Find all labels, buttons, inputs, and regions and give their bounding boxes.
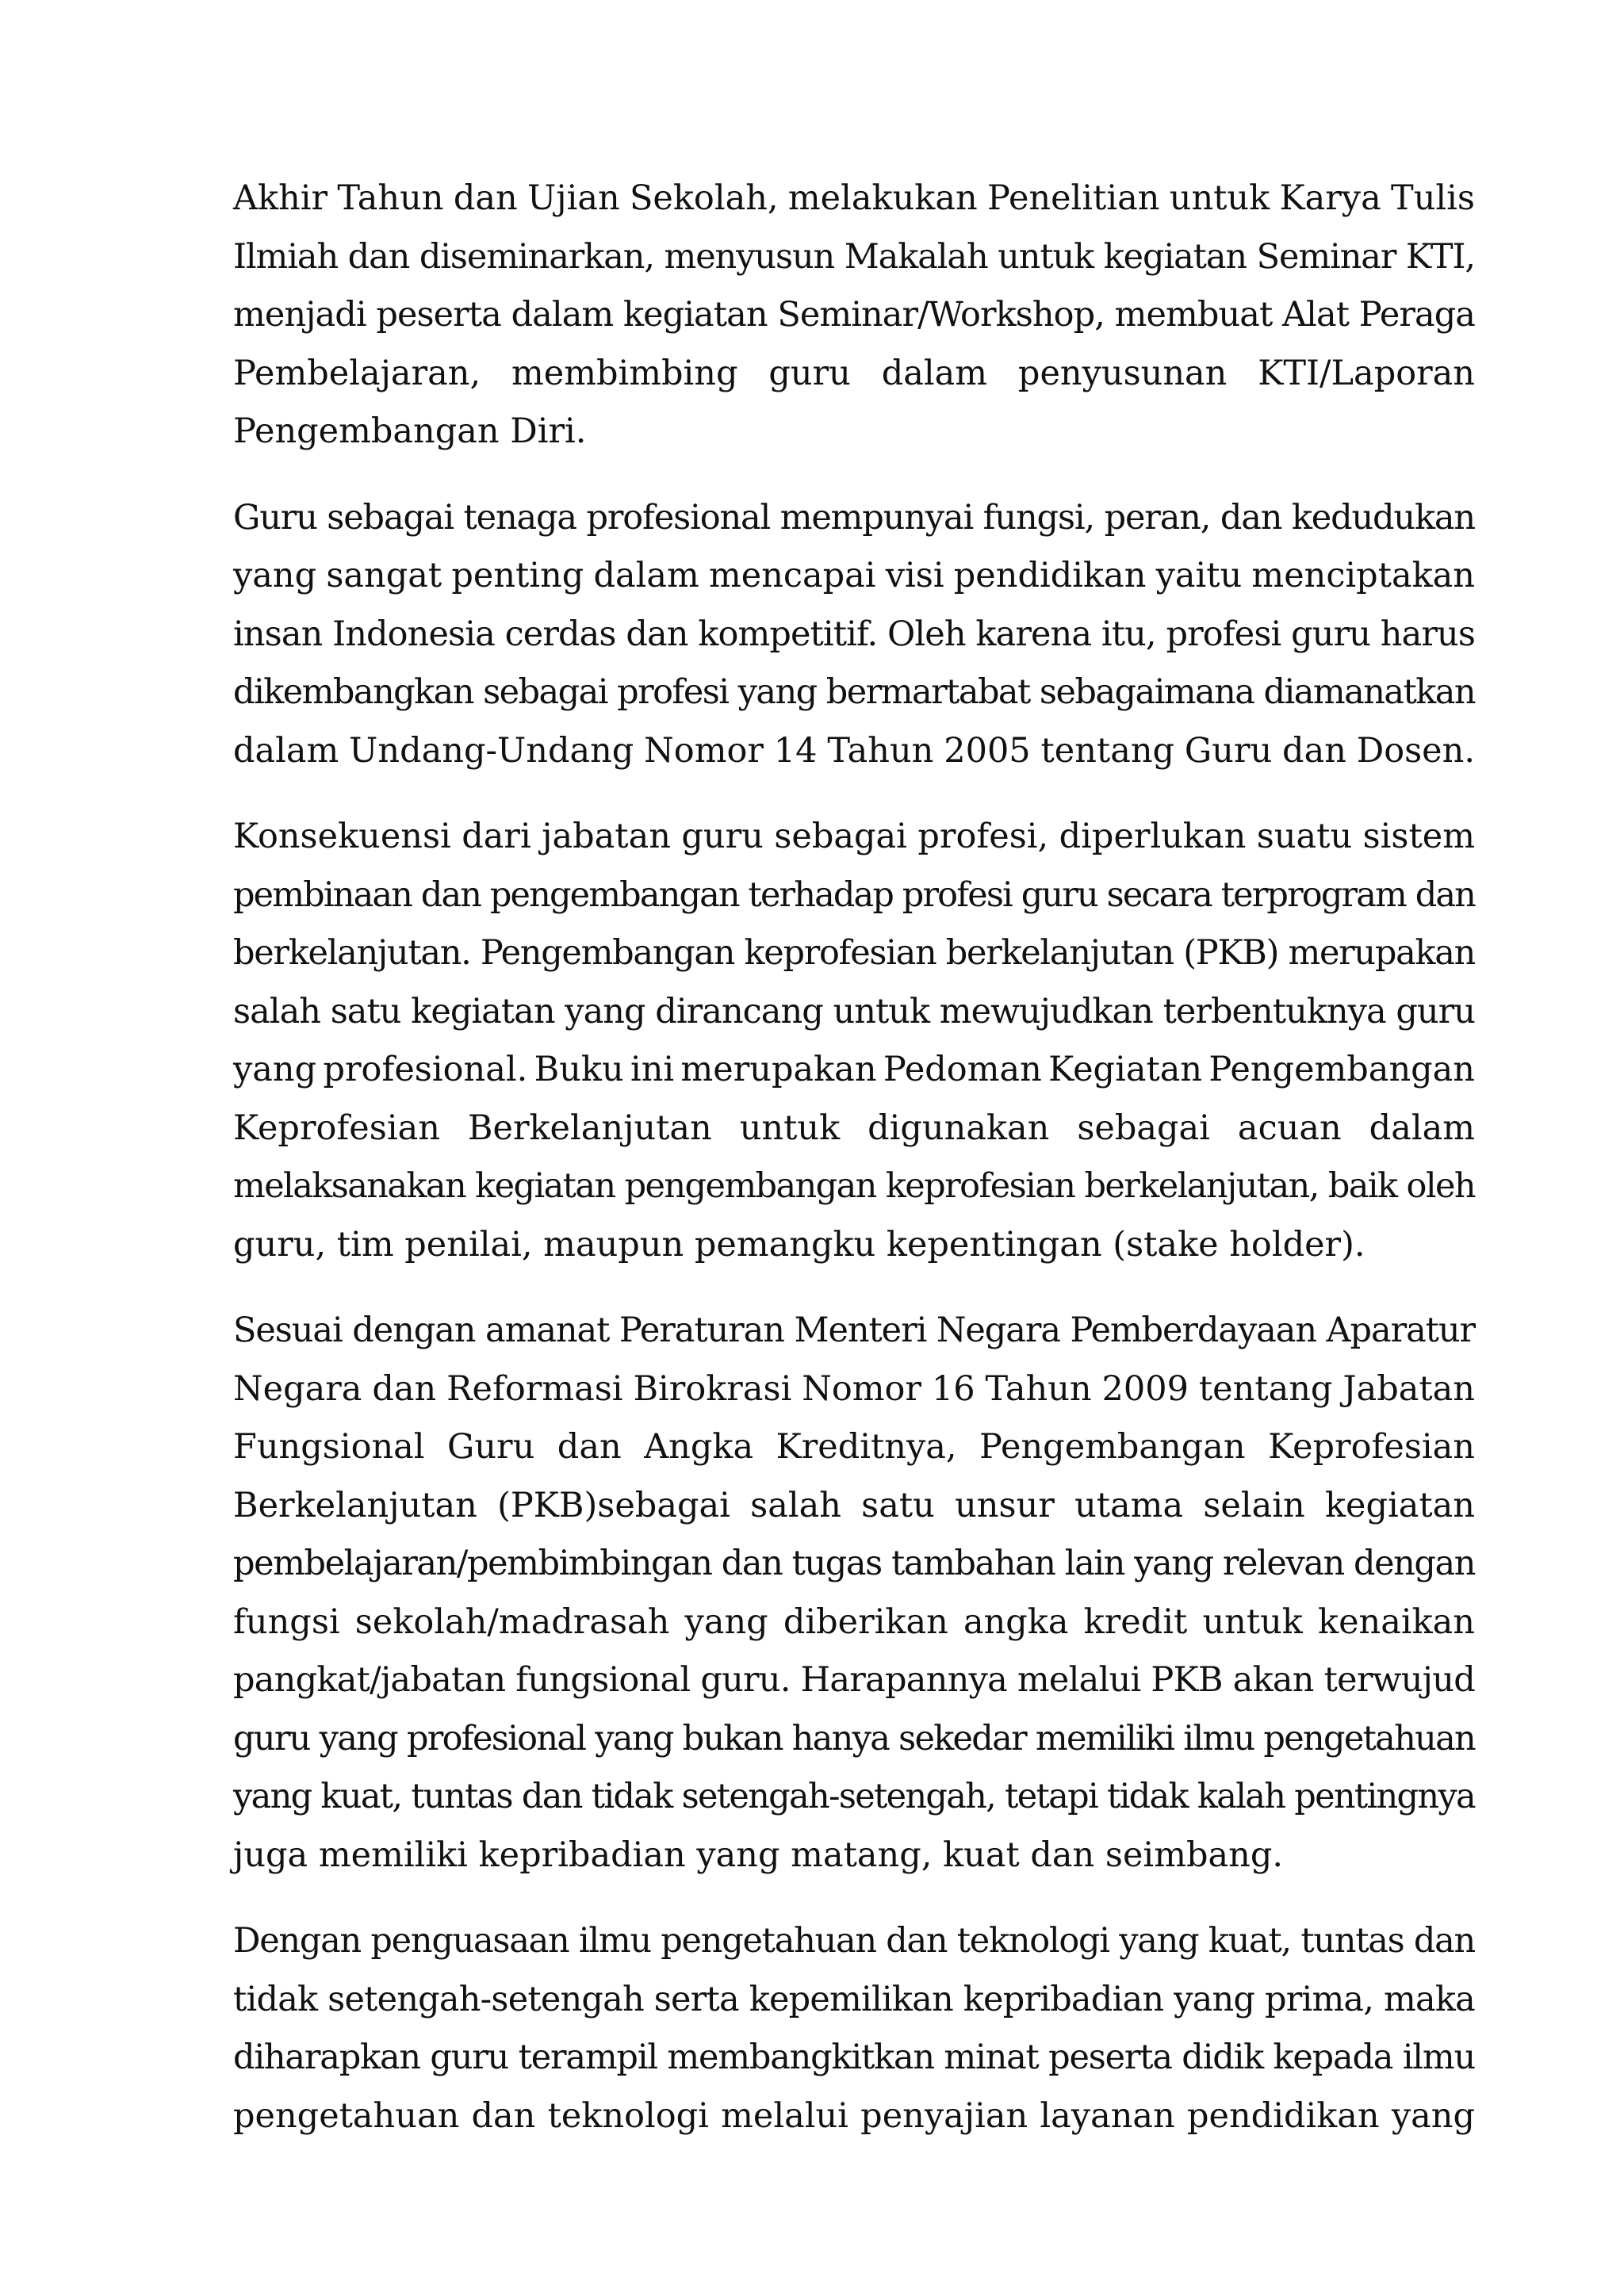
- paragraph-line: salah satu kegiatan yang dirancang untuk mewujudkan terbentuknya guru: [233, 991, 1475, 1031]
- paragraph-line: pangkat/jabatan fungsional guru. Harapannya melalui PKB akan terwujud: [233, 1660, 1475, 1700]
- paragraph-line: fungsi sekolah/madrasah yang diberikan angka kredit untuk kenaikan: [233, 1601, 1475, 1642]
- paragraph-line: melaksanakan kegiatan pengembangan keprofesian berkelanjutan, baik oleh: [233, 1166, 1475, 1206]
- paragraph-line: yang profesional. Buku ini merupakan Pedoman Kegiatan Pengembangan: [233, 1050, 1475, 1089]
- paragraph-line: dikembangkan sebagai profesi yang bermartabat sebagaimana diamanatkan: [233, 672, 1475, 712]
- paragraph-line: Keprofesian Berkelanjutan untuk digunakan sebagai acuan dalam: [233, 1108, 1475, 1148]
- paragraph-line: Pembelajaran, membimbing guru dalam penyusunan KTI/Laporan: [233, 353, 1475, 393]
- paragraph-line: Fungsional Guru dan Angka Kreditnya, Pengembangan Keprofesian: [233, 1427, 1475, 1467]
- paragraph-5: [233, 1912, 1475, 2145]
- paragraph-line: dalam Undang-Undang Nomor 14 Tahun 2005 tentang Guru dan Dosen.: [233, 730, 1475, 771]
- paragraph-line: tidak setengah-setengah serta kepemilikan kepribadian yang prima, maka: [233, 1979, 1475, 2019]
- paragraph-line: Guru sebagai tenaga profesional mempunyai fungsi, peran, dan kedudukan: [233, 497, 1475, 538]
- paragraph-line: Akhir Tahun dan Ujian Sekolah, melakukan Penelitian untuk Karya Tulis: [233, 178, 1475, 218]
- paragraph-line: Konsekuensi dari jabatan guru sebagai profesi, diperlukan suatu sistem: [233, 817, 1475, 856]
- paragraph-line: yang sangat penting dalam mencapai visi pendidikan yaitu menciptakan: [233, 556, 1475, 595]
- paragraph-3: [233, 808, 1475, 1274]
- paragraph-line: insan Indonesia cerdas dan kompetitif. Oleh karena itu, profesi guru harus: [233, 614, 1475, 654]
- paragraph-line: pembinaan dan pengembangan terhadap profesi guru secara terprogram dan: [233, 874, 1475, 915]
- paragraph-line: pembelajaran/pembimbingan dan tugas tambahan lain yang relevan dengan: [233, 1544, 1475, 1583]
- paragraph-1: [233, 170, 1475, 461]
- paragraph-line: guru yang profesional yang bukan hanya sekedar memiliki ilmu pengetahuan: [233, 1718, 1475, 1758]
- paragraph-line: juga memiliki kepribadian yang matang, kuat dan seimbang.: [233, 1835, 1284, 1875]
- paragraph-line: diharapkan guru terampil membangkitkan minat peserta didik kepada ilmu: [233, 2038, 1475, 2077]
- paragraph-line: menjadi peserta dalam kegiatan Seminar/Workshop, membuat Alat Peraga: [233, 295, 1475, 335]
- paragraph-line: berkelanjutan. Pengembangan keprofesian berkelanjutan (PKB) merupakan: [233, 933, 1475, 973]
- paragraph-line: yang kuat, tuntas dan tidak setengah-setengah, tetapi tidak kalah pentingnya: [233, 1777, 1475, 1816]
- paragraph-line: guru, tim penilai, maupun pemangku kepentingan (stake holder).: [233, 1224, 1365, 1265]
- paragraph-4: [233, 1302, 1475, 1885]
- paragraph-line: pengetahuan dan teknologi melalui penyajian layanan pendidikan yang: [233, 2095, 1475, 2136]
- paragraph-line: Pengembangan Diri.: [233, 411, 587, 451]
- body-text: [233, 170, 1475, 2173]
- paragraph-line: Sesuai dengan amanat Peraturan Menteri Negara Pemberdayaan Aparatur: [233, 1311, 1475, 1350]
- paragraph-line: Ilmiah dan diseminarkan, menyusun Makalah untuk kegiatan Seminar KTI,: [233, 236, 1475, 277]
- paragraph-line: Berkelanjutan (PKB)sebagai salah satu unsur utama selain kegiatan: [233, 1485, 1475, 1525]
- paragraph-line: Dengan penguasaan ilmu pengetahuan dan teknologi yang kuat, tuntas dan: [233, 1921, 1476, 1961]
- paragraph-2: [233, 489, 1475, 781]
- paragraph-line: Negara dan Reformasi Birokrasi Nomor 16 Tahun 2009 tentang Jabatan: [233, 1368, 1475, 1409]
